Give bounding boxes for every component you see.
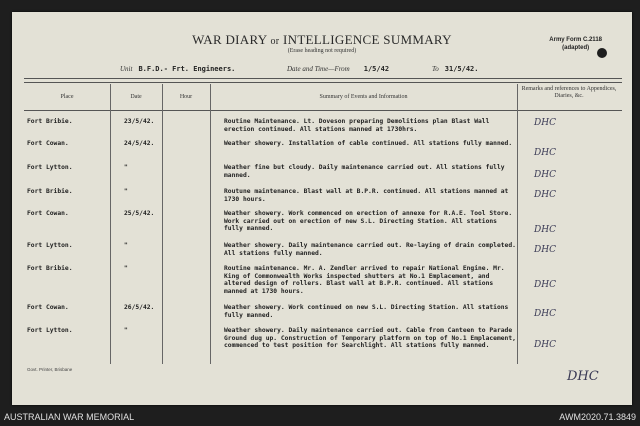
header-place: Place [60, 94, 74, 100]
entry-place: Fort Cowan. [27, 304, 69, 311]
title-or: or [270, 36, 280, 47]
date-from-field [287, 65, 389, 73]
entry-place: Fort Lytton. [27, 327, 73, 334]
title-war-diary: WAR DIARY [192, 32, 267, 47]
entry-place: Fort Bribie. [27, 265, 73, 272]
col-divider-hour [210, 84, 211, 364]
unit-value: B.F.D.- Frt. Engineers. [138, 65, 236, 73]
unit-label: Unit [120, 65, 133, 73]
entry-summary: Routine Maintenance. Lt. Doveson preparing Demolitions plan Blast Wall erection continued. All stations manned at 1730hrs. [224, 118, 490, 133]
unit-field [120, 65, 235, 73]
header-hour: Hour [179, 94, 193, 100]
title-intelligence-summary: INTELLIGENCE SUMMARY [283, 32, 452, 47]
entry-place: Fort Cowan. [27, 210, 69, 217]
entry-date: " [124, 327, 128, 334]
entry-summary: Weather showery. Daily maintenance carried out. Re-laying of drain completed. All stations fully manned. [224, 242, 516, 257]
entry-place: Fort Bribie. [27, 118, 73, 125]
date-to-field [432, 65, 478, 73]
entry-initials: DHC [534, 280, 556, 290]
entry-place: Fort Bribie. [27, 188, 73, 195]
punch-hole [597, 48, 607, 58]
col-divider-place [110, 84, 111, 364]
form-subtitle: (Erase heading not required) [287, 48, 357, 54]
header-date: Date [130, 94, 142, 100]
entry-date: " [124, 242, 128, 249]
entry-date: 25/5/42. [124, 210, 155, 217]
entry-date: 24/5/42. [124, 140, 155, 147]
entry-summary: Weather showery. Installation of cable continued. All stations fully manned. [224, 140, 513, 147]
entry-summary: Weather showery. Work continued on new S.L. Directing Station. All stations fully manned. [224, 304, 509, 319]
table-top-rule-inner [24, 82, 622, 83]
entry-initials: DHC [534, 170, 556, 180]
entry-place: Fort Lytton. [27, 242, 73, 249]
entry-summary: Weather fine but cloudy. Daily maintenance carried out. All stations fully manned. [224, 164, 505, 179]
date-from-label: Date and Time—From [287, 65, 350, 73]
form-title [12, 32, 632, 48]
closing-initials: DHC [567, 369, 599, 384]
entry-initials: DHC [534, 225, 556, 235]
entry-date: " [124, 164, 128, 171]
printer-imprint: Govt. Printer, Brisbane [27, 367, 73, 372]
date-to-label: To [432, 65, 439, 73]
entry-summary: Routune maintenance. Blast wall at B.P.R. continued. All stations manned at 1730 hours. [224, 188, 509, 203]
entry-summary: Weather showery. Work commenced on erection of annexe for R.A.E. Tool Store. Work carried out on erection of new S.L. Directing Station. All stations fully manned. [224, 210, 513, 233]
entry-summary: Routine maintenance. Mr. A. Zendler arrived to repair National Engine. Mr. King of Commonwealth Works inspected shutters at No.1 Emplacement, and altered design of rollers. Blast wall at B.P.R. continued. All stations manned at 1730 hours. [224, 265, 505, 295]
entry-initials: DHC [534, 245, 556, 255]
entry-place: Fort Cowan. [27, 140, 69, 147]
army-form-label [549, 36, 602, 52]
entry-date: 23/5/42. [124, 118, 155, 125]
footer-source: AUSTRALIAN WAR MEMORIAL [4, 412, 135, 422]
date-to-value: 31/5/42. [444, 65, 479, 73]
entry-date: " [124, 265, 128, 272]
col-divider-summary [517, 84, 518, 364]
col-divider-date [162, 84, 163, 364]
army-form-adapted: (adapted) [562, 45, 590, 51]
entry-initials: DHC [534, 340, 556, 350]
table-top-rule [24, 78, 622, 79]
army-form-number: Army Form C.2118 [549, 37, 602, 43]
diary-sheet [12, 12, 632, 405]
entry-date: " [124, 188, 128, 195]
entry-place: Fort Lytton. [27, 164, 73, 171]
header-summary: Summary of Events and Information [319, 94, 408, 100]
entry-initials: DHC [534, 190, 556, 200]
entry-initials: DHC [534, 148, 556, 158]
entry-summary: Weather showery. Daily maintenance carried out. Cable from Canteen to Parade Ground dug up. Construction of Temporary platform on top of No.1 Emplacement, commenced to test position for Searchlight. All stations fully manned. [224, 327, 516, 350]
entry-date: 26/5/42. [124, 304, 155, 311]
entry-initials: DHC [534, 118, 556, 128]
header-bottom-rule [24, 110, 622, 111]
date-from-value: 1/5/42 [363, 65, 390, 73]
footer-accession-number: AWM2020.71.3849 [559, 412, 636, 422]
header-remarks: Remarks and references to Appendices, Diaries, &c. [521, 86, 617, 99]
entry-initials: DHC [534, 309, 556, 319]
